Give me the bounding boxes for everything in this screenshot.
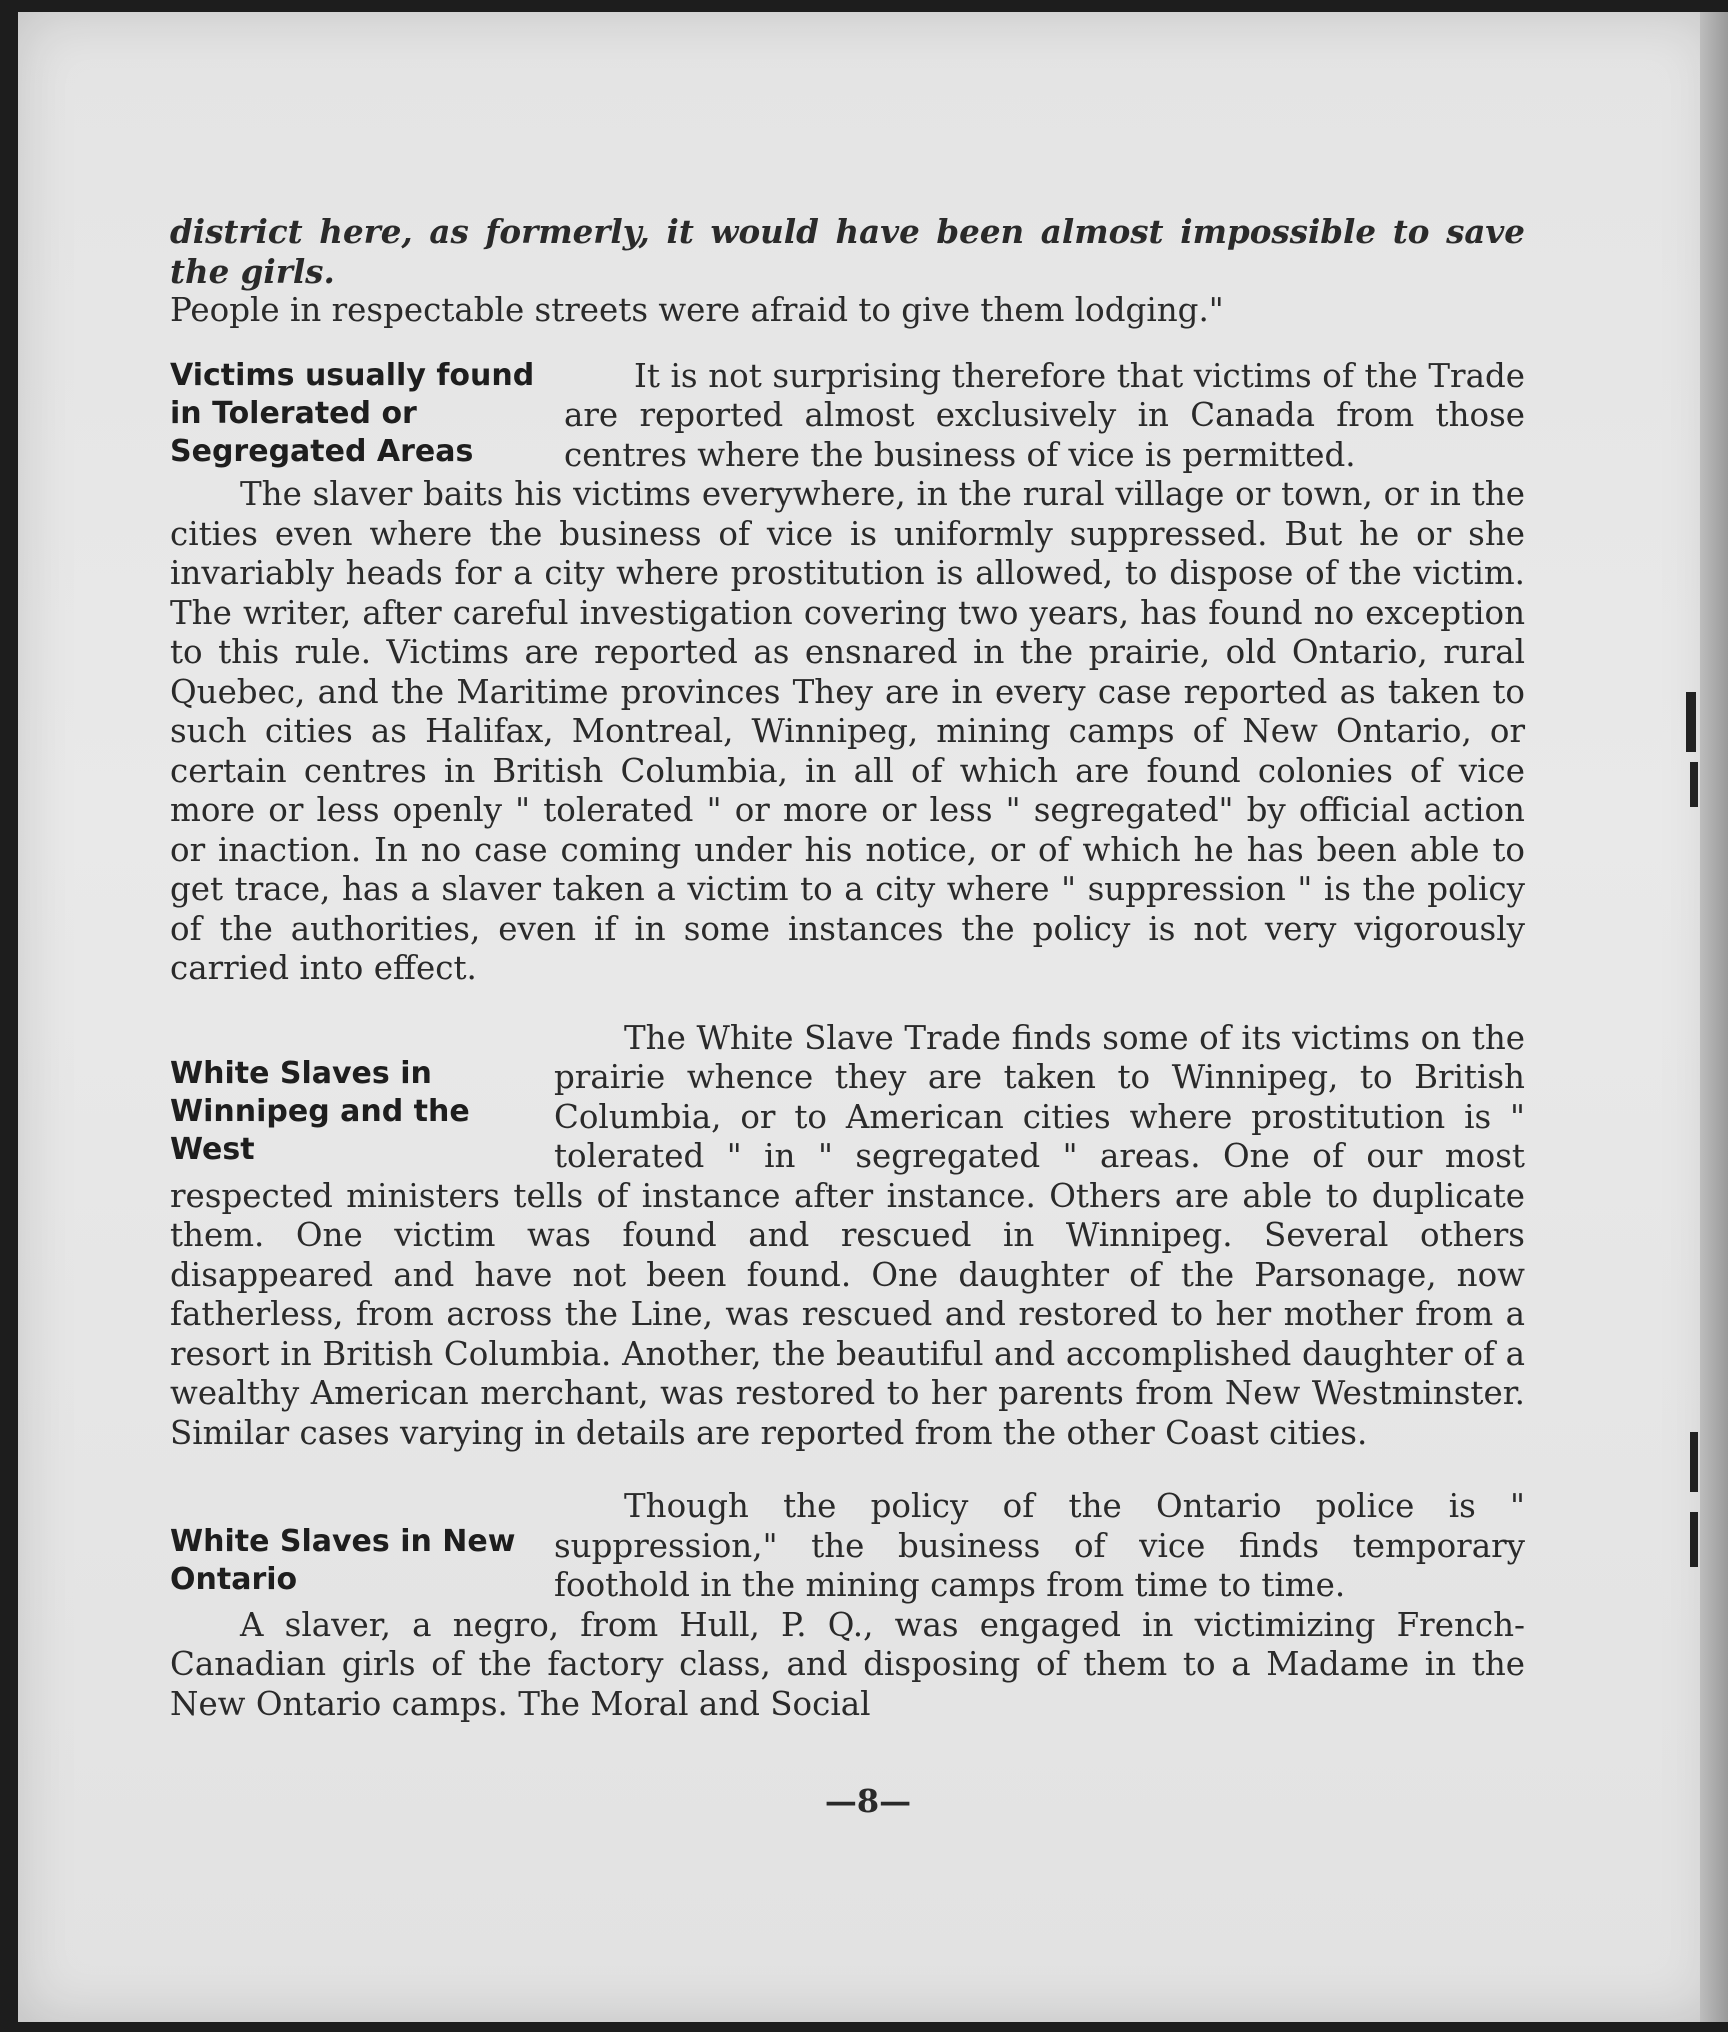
side-heading: White Slaves in New Ontario bbox=[170, 1524, 516, 1597]
side-heading: Victims usually found in Tolerated or Segregated Areas bbox=[170, 357, 535, 469]
document-page bbox=[18, 12, 1718, 2022]
binding-mark bbox=[1690, 762, 1698, 807]
section-new-ontario bbox=[170, 1487, 1525, 1724]
paragraph: Though the policy of the Ontario police is " suppression," the business of vice finds temporary foothold in the mining camps from time to time. bbox=[554, 1487, 1525, 1604]
body-text bbox=[170, 212, 1525, 1724]
intro-italic-line: district here, as formerly, it would have been almost impossible to save the girls. bbox=[170, 212, 1525, 291]
binding-mark bbox=[1686, 692, 1696, 752]
paragraph: The White Slave Trade finds some of its victims on the prairie whence they are taken to Winnipeg, to British Columbia, or to American cities where prostitution is " tolerated " in " segregated " areas. One of our most respected ministers tells of instance after instance. Others are able to duplicate them. One victim was found and rescued in Winnipeg. Several others disappeared and have not been found. One daughter of the Parsonage, now fatherless, from across the Line, was rescued and restored to her mother from a resort in British Columbia. Another, the beautiful and accomplished daughter of a wealthy American merchant, was restored to her parents from New Westminster. Similar cases varying in details are reported from the other Coast cities. bbox=[170, 1018, 1525, 1452]
binding-mark bbox=[1690, 1512, 1698, 1567]
paragraph: A slaver, a negro, from Hull, P. Q., was engaged in victimizing French-Canadian girls of the factory class, and disposing of them to a Madame in the New Ontario camps. The Moral and Social bbox=[170, 1605, 1525, 1723]
paragraph: It is not surprising therefore that victims of the Trade are reported almost exclusively in Canada from those centres where the business of vice is permitted. bbox=[564, 356, 1525, 474]
paragraph: The slaver baits his victims everywhere, in the rural village or town, or in the cities even where the business of vice is uniformly suppressed. But he or she invariably heads for a city where prostitution is allowed, to dispose of the victim. The writer, after careful investigation covering two years, has found no exception to this rule. Victims are reported as ensnared in the prairie, old Ontario, rural Quebec, and the Maritime provinces They are in every case reported as taken to such cities as Halifax, Montreal, Winnipeg, mining camps of New Ontario, or certain centres in British Columbia, in all of which are found colonies of vice more or less openly " tolerated " or more or less " segregated" by official action or inaction. In no case coming under his notice, or of which he has been able to get trace, has a slaver taken a victim to a city where " suppression " is the policy of the authorities, even if in some instances the policy is not very vigorously carried into effect. bbox=[170, 475, 1525, 987]
book-spine bbox=[1700, 12, 1728, 2022]
section-victims-tolerated bbox=[170, 357, 1525, 989]
page-number: —8— bbox=[824, 1782, 912, 1820]
intro-normal-line: People in respectable streets were afraid to give them lodging." bbox=[170, 291, 1224, 329]
section-winnipeg-west bbox=[170, 1019, 1525, 1454]
binding-mark bbox=[1690, 1432, 1698, 1492]
side-heading: White Slaves in Winnipeg and the West bbox=[170, 1055, 470, 1167]
